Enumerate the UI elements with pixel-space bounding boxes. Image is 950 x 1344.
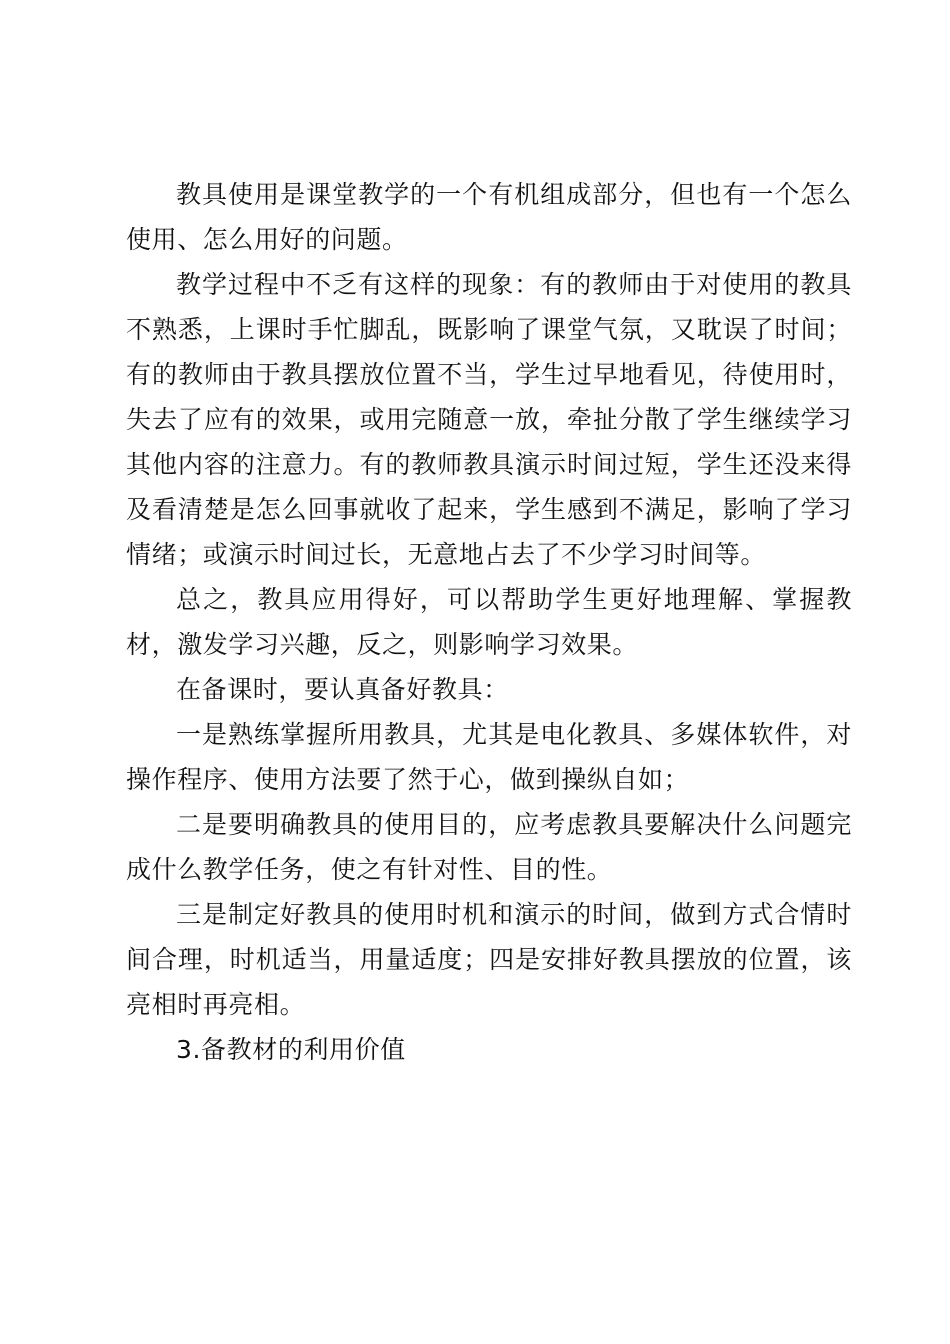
paragraph-point-one: 一是熟练掌握所用教具，尤其是电化教具、多媒体软件，对操作程序、使用方法要了然于心，做到操纵自如； [126, 720, 852, 794]
paragraph-prep-requirement: 在备课时，要认真备好教具： [176, 675, 509, 704]
section-heading: 3.备教材的利用价值 [176, 1035, 406, 1064]
document-body [126, 172, 852, 1072]
paragraph-teaching-aids-intro: 教具使用是课堂教学的一个有机组成部分，但也有一个怎么使用、怎么用好的问题。 [126, 180, 852, 254]
paragraph-classroom-phenomena: 教学过程中不乏有这样的现象：有的教师由于对使用的教具不熟悉，上课时手忙脚乱，既影响了课堂气氛，又耽误了时间；有的教师由于教具摆放位置不当，学生过早地看见，待使用时，失去了应有的效果，或用完随意一放，牵扯分散了学生继续学习其他内容的注意力。有的教师教具演示时间过短，学生还没来得及看清楚是怎么回事就收了起来，学生感到不满足，影响了学习情绪；或演示时间过长，无意地占去了不少学习时间等。 [126, 270, 852, 569]
paragraph-point-three-four: 三是制定好教具的使用时机和演示的时间，做到方式合情时间合理，时机适当，用量适度；四是安排好教具摆放的位置，该亮相时再亮相。 [126, 900, 852, 1019]
paragraph-point-two: 二是要明确教具的使用目的，应考虑教具要解决什么问题完成什么教学任务，使之有针对性、目的性。 [126, 810, 852, 884]
paragraph-summary: 总之，教具应用得好，可以帮助学生更好地理解、掌握教材，激发学习兴趣，反之，则影响学习效果。 [126, 585, 852, 659]
